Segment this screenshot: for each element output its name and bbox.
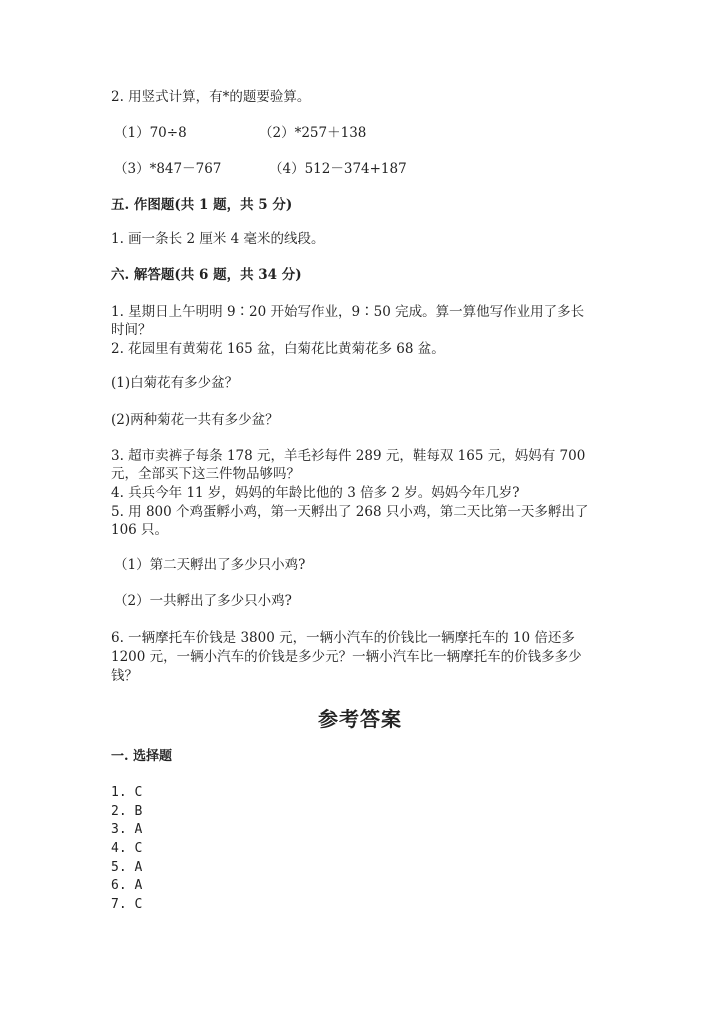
section-heading-drawing: 五. 作图题(共 1 题，共 5 分) bbox=[111, 197, 293, 213]
answer-item: 2. B bbox=[111, 804, 143, 819]
word-problem-5-line2: 106 只。 bbox=[111, 522, 169, 538]
word-problem-6-line3: 钱？ bbox=[111, 668, 138, 684]
word-problem-1-line2: 时间？ bbox=[111, 322, 152, 338]
section-heading-word-problems: 六. 解答题(共 6 题，共 34 分) bbox=[111, 267, 302, 283]
answer-item: 3. A bbox=[111, 822, 143, 837]
question-vertical-calc: 2. 用竖式计算，有*的题要验算。 bbox=[111, 89, 311, 105]
word-problem-4: 4. 兵兵今年 11 岁，妈妈的年龄比他的 3 倍多 2 岁。妈妈今年几岁? bbox=[111, 485, 520, 501]
word-problem-3-line1: 3. 超市卖裤子每条 178 元，羊毛衫每件 289 元，鞋每双 165 元，妈妈有 700 bbox=[111, 448, 586, 464]
calc-item-1: （1）70÷8 bbox=[114, 125, 187, 141]
word-problem-2-sub1: (1)白菊花有多少盆？ bbox=[111, 375, 239, 391]
word-problem-3-line2: 元，全部买下这三件物品够吗？ bbox=[111, 466, 300, 482]
calc-item-3: （3）*847－767 bbox=[114, 161, 222, 177]
word-problem-6-line2: 1200 元，一辆小汽车的价钱是多少元？一辆小汽车比一辆摩托车的价钱多多少 bbox=[111, 649, 582, 665]
word-problem-1-line1: 1. 星期日上午明明 9∶20 开始写作业，9∶50 完成。算一算他写作业用了多长 bbox=[111, 304, 585, 320]
calc-item-4: （4）512－374+187 bbox=[269, 161, 407, 177]
calc-item-2: （2）*257＋138 bbox=[259, 125, 367, 141]
answers-section-heading-choice: 一. 选择题 bbox=[111, 749, 173, 764]
word-problem-2-sub2: (2)两种菊花一共有多少盆？ bbox=[111, 412, 279, 428]
answer-item: 6. A bbox=[111, 878, 143, 893]
answer-item: 7. C bbox=[111, 897, 143, 912]
answers-title: 参考答案 bbox=[318, 707, 402, 731]
answer-item: 4. C bbox=[111, 841, 143, 856]
answer-item: 1. C bbox=[111, 785, 143, 800]
word-problem-2: 2. 花园里有黄菊花 165 盆，白菊花比黄菊花多 68 盆。 bbox=[111, 341, 445, 357]
answer-item: 5. A bbox=[111, 860, 143, 875]
question-draw-segment: 1. 画一条长 2 厘米 4 毫米的线段。 bbox=[111, 231, 325, 247]
word-problem-5-sub2: （2）一共孵出了多少只小鸡? bbox=[114, 593, 292, 609]
word-problem-5-line1: 5. 用 800 个鸡蛋孵小鸡，第一天孵出了 268 只小鸡，第二天比第一天多孵出了 bbox=[111, 504, 589, 520]
word-problem-5-sub1: （1）第二天孵出了多少只小鸡? bbox=[114, 557, 306, 573]
word-problem-6-line1: 6. 一辆摩托车价钱是 3800 元，一辆小汽车的价钱比一辆摩托车的 10 倍还多 bbox=[111, 630, 575, 646]
